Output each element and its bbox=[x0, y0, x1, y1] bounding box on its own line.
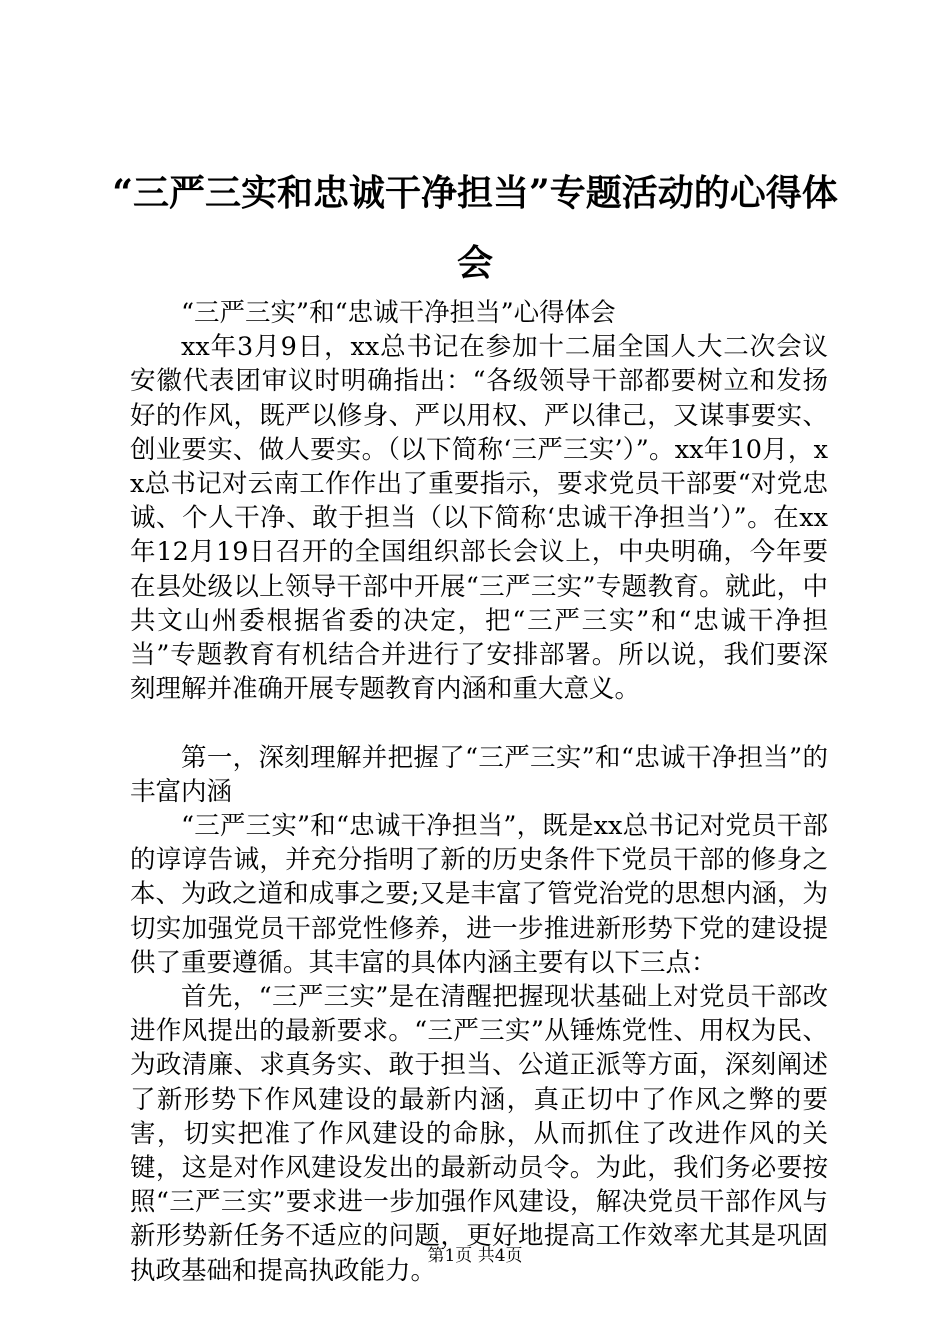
body-paragraph: 首先，“三严三实”是在清醒把握现状基础上对党员干部改进作风提出的最新要求。“三严三实”从锤炼党性、用权为民、为政清廉、求真务实、敢于担当、公道正派等方面，深刻阐述了新形势下作风建设的最新内涵，真正切中了作风之弊的要害，切实把准了作风建设的命脉，从而抓住了改进作风的关键，这是对作风建设发出的最新动员令。为此，我们务必要按照“三严三实”要求进一步加强作风建设，解决党员干部作风与新形势新任务不适应的问题，更好地提高工作效率尤其是巩固执政基础和提高执政能力。 bbox=[130, 982, 828, 1286]
body-paragraph: “三严三实”和“忠诚干净担当”，既是xx总书记对党员干部的谆谆告诫，并充分指明了新的历史条件下党员干部的修身之本、为政之道和成事之要;又是丰富了管党治党的思想内涵，为切实加强党员干部党性修养，进一步推进新形势下党的建设提供了重要遵循。其丰富的具体内涵主要有以下三点： bbox=[130, 811, 828, 978]
document-title: “三严三实和忠诚干净担当”专题活动的心得体会 bbox=[112, 172, 838, 284]
subtitle-paragraph: “三严三实”和“忠诚干净担当”心得体会 bbox=[181, 298, 616, 328]
body-paragraph: xx年3月9日，xx总书记在参加十二届全国人大二次会议安徽代表团审议时明确指出：“各级领导干部都要树立和发扬好的作风，既严以修身、严以用权、严以律己，又谋事要实、创业要实、做人要实。（以下简称‘三严三实’）”。xx年10月，xx总书记对云南工作作出了重要指示，要求党员干部要“对党忠诚、个人干净、敢于担当（以下简称‘忠诚干净担当’）”。在xx年12月19日召开的全国组织部长会议上，中央明确，今年要在县处级以上领导干部中开展“三严三实”专题教育。就此，中共文山州委根据省委的决定，把“三严三实”和“忠诚干净担当”专题教育有机结合并进行了安排部署。所以说，我们要深刻理解并准确开展专题教育内涵和重大意义。 bbox=[130, 332, 828, 705]
page-footer: 第1页 共4页 bbox=[427, 1246, 523, 1266]
document-body bbox=[130, 296, 828, 1288]
section-heading: 第一，深刻理解并把握了“三严三实”和“忠诚干净担当”的丰富内涵 bbox=[130, 742, 828, 807]
